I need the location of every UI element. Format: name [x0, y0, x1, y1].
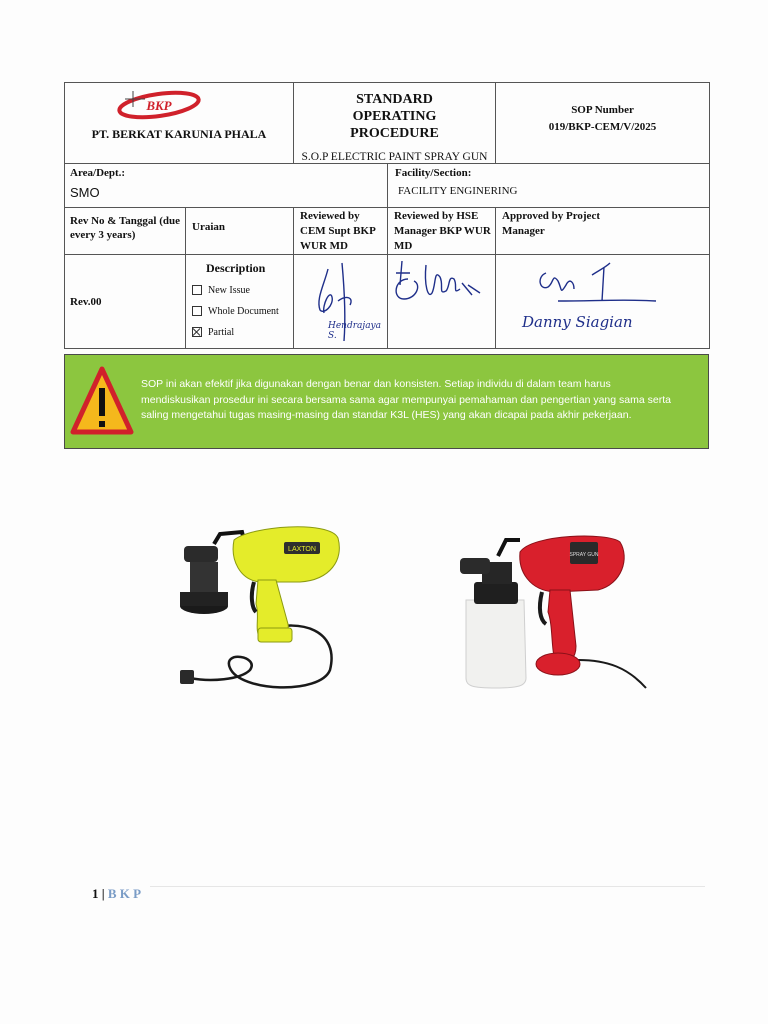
- signature-name-cem: Hendrajaya S.: [328, 321, 382, 341]
- reviewed-hse-label: Reviewed by HSE Manager BKP WUR MD: [394, 210, 491, 252]
- footer-divider: [150, 886, 705, 887]
- option-new-issue[interactable]: New Issue: [192, 285, 293, 306]
- bkp-logo: [107, 87, 207, 123]
- svg-text:BKP: BKP: [146, 98, 172, 113]
- sop-title: STANDARD OPERATING PROCEDURE: [350, 92, 439, 141]
- area-cell: [65, 164, 388, 208]
- sop-number-label: SOP Number: [571, 104, 634, 116]
- signature-cem-cell: [294, 255, 388, 349]
- svg-text:LAXTON: LAXTON: [288, 546, 316, 553]
- signature-hse-cell: [388, 255, 496, 349]
- sop-number: 019/BKP-CEM/V/2025: [548, 121, 657, 133]
- rev-label-cell: [65, 208, 186, 255]
- uraian-label: Uraian: [192, 221, 225, 233]
- warning-triangle-icon: [70, 366, 134, 436]
- description-label: Description: [206, 261, 266, 275]
- signature-name-approved: Danny Siagian: [522, 313, 633, 331]
- rev-label: Rev No & Tanggal (due every 3 years): [70, 215, 181, 241]
- area-label: Area/Dept.:: [70, 167, 126, 179]
- svg-text:SPRAY GUN: SPRAY GUN: [569, 552, 599, 558]
- option-whole-document[interactable]: Whole Document: [192, 306, 293, 327]
- rev-no-cell: [65, 255, 186, 349]
- company-cell: [65, 83, 294, 164]
- approved-cell: [496, 208, 710, 255]
- checkbox-whole-document[interactable]: [192, 306, 202, 316]
- page-footer: [92, 886, 141, 902]
- footer-brand: B K P: [107, 886, 142, 901]
- reviewed-cem-cell: [294, 208, 388, 255]
- uraian-cell: [186, 208, 294, 255]
- warning-text: SOP ini akan efektif jika digunakan dengan benar dan konsisten. Setiap individu di dalam team harus mendiskusikan prosedur ini secara bersama sama agar mempunyai pemahaman dan pengertian yang sama serta saling mengetahui tugas masing-masing dan standar K3L (HES) yang akan dicapai pada akhir pekerjaan.: [141, 378, 671, 421]
- area-value: SMO: [70, 185, 100, 200]
- facility-label: Facility/Section:: [395, 167, 472, 179]
- warning-banner: [64, 354, 709, 449]
- reviewed-cem-label: Reviewed by CEM Supt BKP WUR MD: [300, 210, 376, 252]
- checkbox-new-issue[interactable]: [192, 285, 202, 295]
- signature-hse: [388, 255, 496, 342]
- yellow-spray-gun-image: [180, 520, 350, 700]
- sop-header-table: [64, 82, 710, 349]
- option-partial[interactable]: Partial: [192, 327, 293, 348]
- sop-number-cell: [496, 83, 710, 164]
- approved-label: Approved by Project Manager: [502, 210, 600, 237]
- facility-cell: [388, 164, 710, 208]
- title-cell: [294, 83, 496, 164]
- reviewed-hse-cell: [388, 208, 496, 255]
- facility-value: FACILITY ENGINERING: [398, 185, 518, 197]
- page-number: 1 |: [92, 886, 105, 901]
- checkbox-partial-checked[interactable]: [192, 327, 202, 337]
- signature-approved-cell: [496, 255, 710, 349]
- red-spray-gun-image: [458, 528, 658, 698]
- description-cell: [186, 255, 294, 349]
- sop-subtitle: S.O.P ELECTRIC PAINT SPRAY GUN: [301, 151, 488, 163]
- company-name: PT. BERKAT KARUNIA PHALA: [91, 127, 267, 141]
- rev-no: Rev.00: [70, 295, 102, 308]
